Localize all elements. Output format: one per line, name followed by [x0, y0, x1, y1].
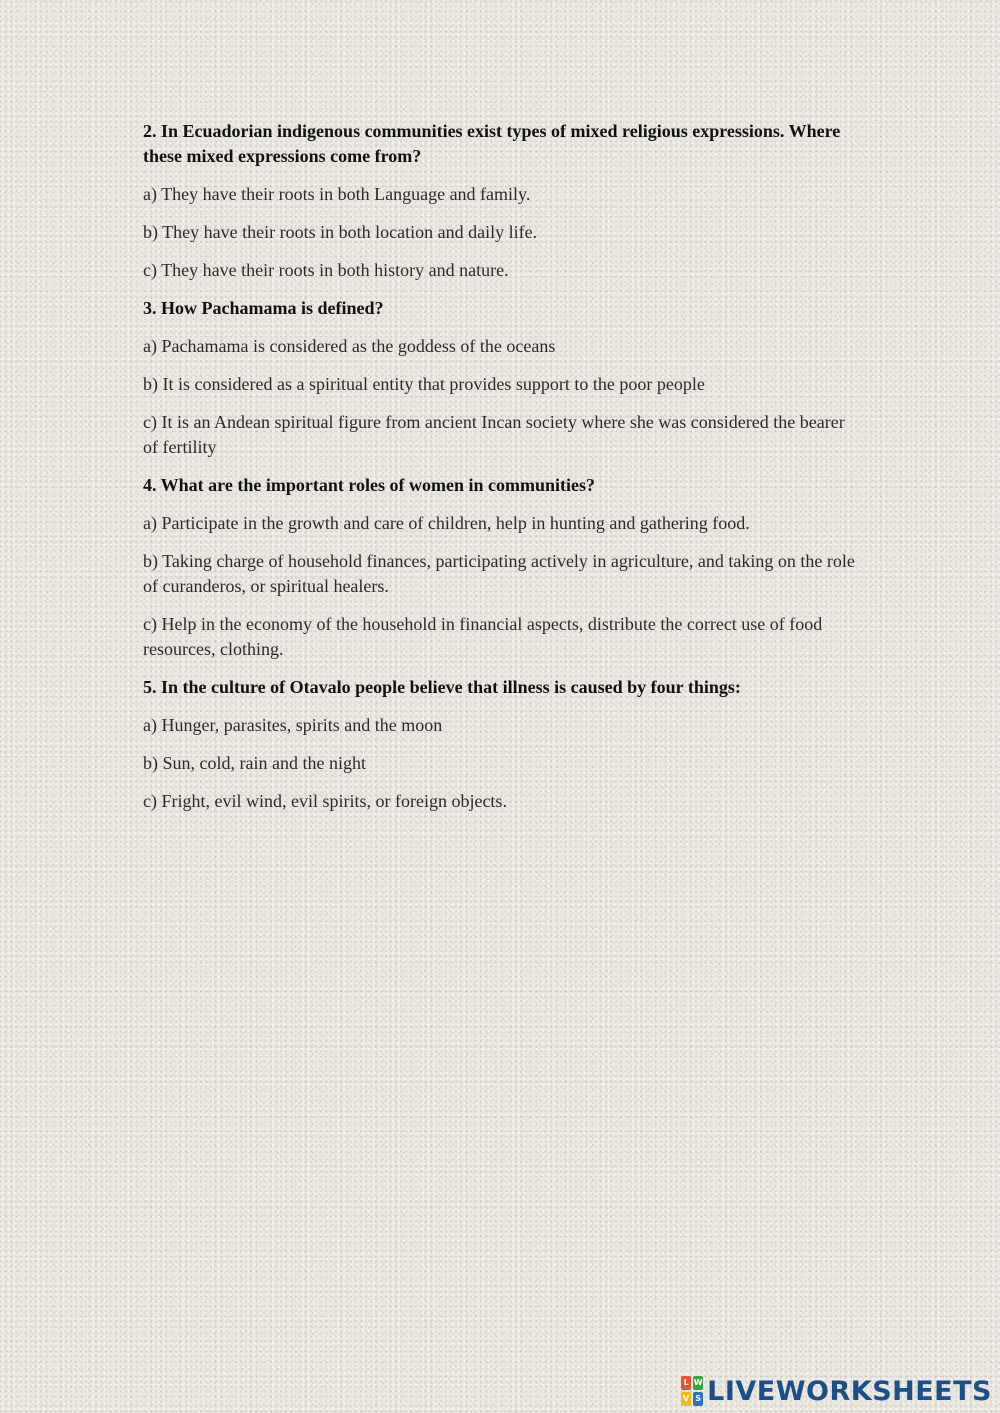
answer-option-b[interactable]: b) It is considered as a spiritual entity that provides support to the poor people [143, 374, 705, 394]
logo-mark-tile: L [681, 1376, 691, 1390]
question-4 [143, 473, 855, 662]
liveworksheets-logo-icon [681, 1376, 703, 1406]
answer-option-a[interactable]: a) Participate in the growth and care of children, help in hunting and gathering food. [143, 513, 750, 533]
logo-mark-tile: V [681, 1392, 691, 1406]
answer-option-c[interactable]: c) They have their roots in both history and nature. [143, 260, 509, 280]
answer-option-c[interactable]: c) Help in the economy of the household in financial aspects, distribute the correct use of food resources, clothing. [143, 614, 823, 659]
worksheet-content [143, 119, 855, 827]
answer-option-c[interactable]: c) Fright, evil wind, evil spirits, or foreign objects. [143, 791, 507, 811]
answer-option-a[interactable]: a) Hunger, parasites, spirits and the moon [143, 715, 443, 735]
question-title: 4. What are the important roles of women in communities? [143, 475, 595, 495]
question-title: 3. How Pachamama is defined? [143, 298, 384, 318]
question-title: 2. In Ecuadorian indigenous communities exist types of mixed religious expressions. Where these mixed expressions come from? [143, 121, 841, 166]
question-5 [143, 675, 855, 814]
answer-option-b[interactable]: b) Sun, cold, rain and the night [143, 753, 366, 773]
logo-mark-tile: W [693, 1376, 703, 1390]
question-title: 5. In the culture of Otavalo people believe that illness is caused by four things: [143, 677, 741, 697]
answer-option-b[interactable]: b) Taking charge of household finances, participating actively in agriculture, and taking on the role of curanderos, or spiritual healers. [143, 551, 855, 596]
answer-option-c[interactable]: c) It is an Andean spiritual figure from ancient Incan society where she was considered the bearer of fertility [143, 412, 845, 457]
question-2 [143, 119, 855, 283]
answer-option-b[interactable]: b) They have their roots in both location and daily life. [143, 222, 538, 242]
question-3 [143, 296, 855, 460]
answer-option-a[interactable]: a) Pachamama is considered as the goddess of the oceans [143, 336, 556, 356]
logo-mark-tile: S [693, 1392, 703, 1406]
liveworksheets-logo [681, 1371, 992, 1411]
answer-option-a[interactable]: a) They have their roots in both Language and family. [143, 184, 531, 204]
logo-text: LIVEWORKSHEETS [707, 1375, 992, 1407]
